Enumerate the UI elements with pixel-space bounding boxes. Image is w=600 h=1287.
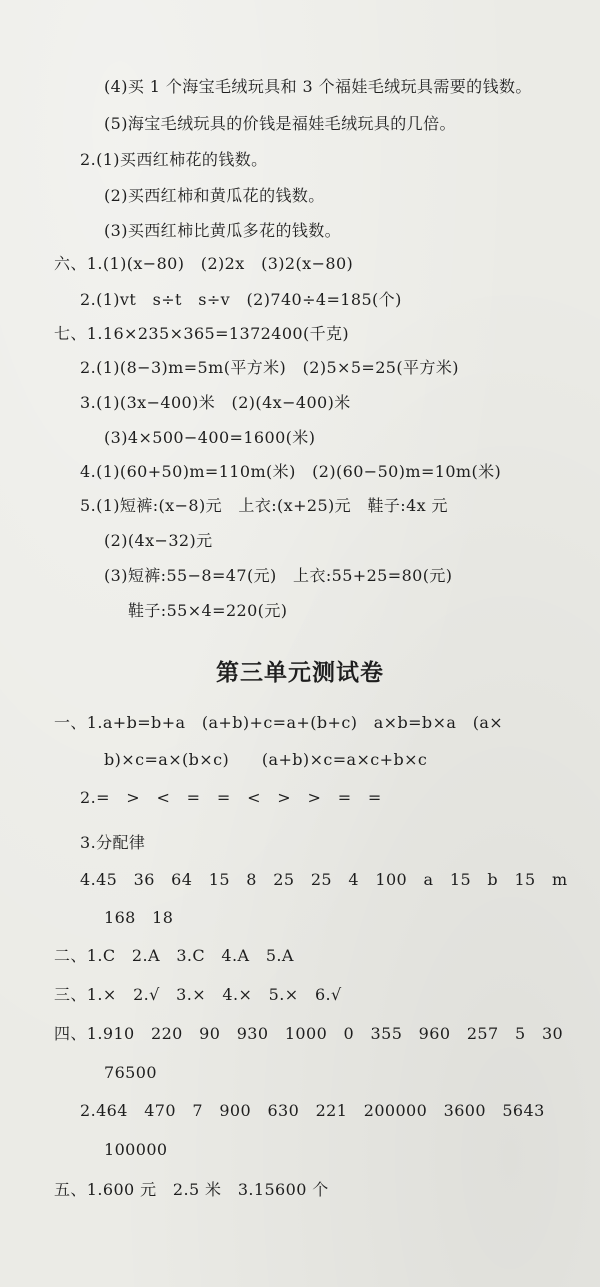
answer-line: (3)买西红柿比黄瓜多花的钱数。: [104, 221, 342, 240]
answer-line: 5.(1)短裤:(x−8)元 上衣:(x+25)元 鞋子:4x 元: [80, 496, 448, 515]
answer-line: b)×c=a×(b×c) (a+b)×c=a×c+b×c: [104, 750, 428, 769]
answer-line: (3)短裤:55−8=47(元) 上衣:55+25=80(元): [104, 566, 453, 585]
answer-line: 3.分配律: [80, 833, 146, 852]
answer-line: 四、1.910 220 90 930 1000 0 355 960 257 5 30: [54, 1024, 564, 1043]
answer-line: 100000: [104, 1140, 168, 1159]
answer-line: (2)(4x−32)元: [104, 531, 213, 550]
answer-line: 五、1.600 元 2.5 米 3.15600 个: [54, 1180, 329, 1199]
answer-line: 六、1.(1)(x−80) (2)2x (3)2(x−80): [54, 254, 354, 273]
answer-line: 2.(1)vt s÷t s÷v (2)740÷4=185(个): [80, 290, 402, 309]
answer-line: (3)4×500−400=1600(米): [104, 428, 316, 447]
answer-line: 二、1.C 2.A 3.C 4.A 5.A: [54, 946, 294, 965]
answer-line: (5)海宝毛绒玩具的价钱是福娃毛绒玩具的几倍。: [104, 114, 456, 133]
answer-line: 4.45 36 64 15 8 25 25 4 100 a 15 b 15 m: [80, 870, 568, 889]
answer-line: (2)买西红柿和黄瓜花的钱数。: [104, 186, 325, 205]
answer-line: 76500: [104, 1063, 157, 1082]
answer-line: 一、1.a+b=b+a (a+b)+c=a+(b+c) a×b=b×a (a×: [54, 713, 504, 732]
answer-line: 鞋子:55×4=220(元): [128, 601, 288, 620]
section-title: 第三单元测试卷: [216, 660, 384, 686]
answer-line: 七、1.16×235×365=1372400(千克): [54, 324, 350, 343]
answer-line: 3.(1)(3x−400)米 (2)(4x−400)米: [80, 393, 351, 412]
answer-line: 168 18: [104, 908, 174, 927]
answer-line: 4.(1)(60+50)m=110m(米) (2)(60−50)m=10m(米): [80, 462, 502, 481]
answer-line: 2.= > < = = < > > = =: [80, 788, 382, 807]
answer-line: 三、1.× 2.√ 3.× 4.× 5.× 6.√: [54, 985, 342, 1004]
answer-line: 2.464 470 7 900 630 221 200000 3600 5643: [80, 1101, 545, 1120]
answer-line: (4)买 1 个海宝毛绒玩具和 3 个福娃毛绒玩具需要的钱数。: [104, 77, 532, 96]
answer-line: 2.(1)买西红柿花的钱数。: [80, 150, 268, 169]
answer-line: 2.(1)(8−3)m=5m(平方米) (2)5×5=25(平方米): [80, 358, 459, 377]
